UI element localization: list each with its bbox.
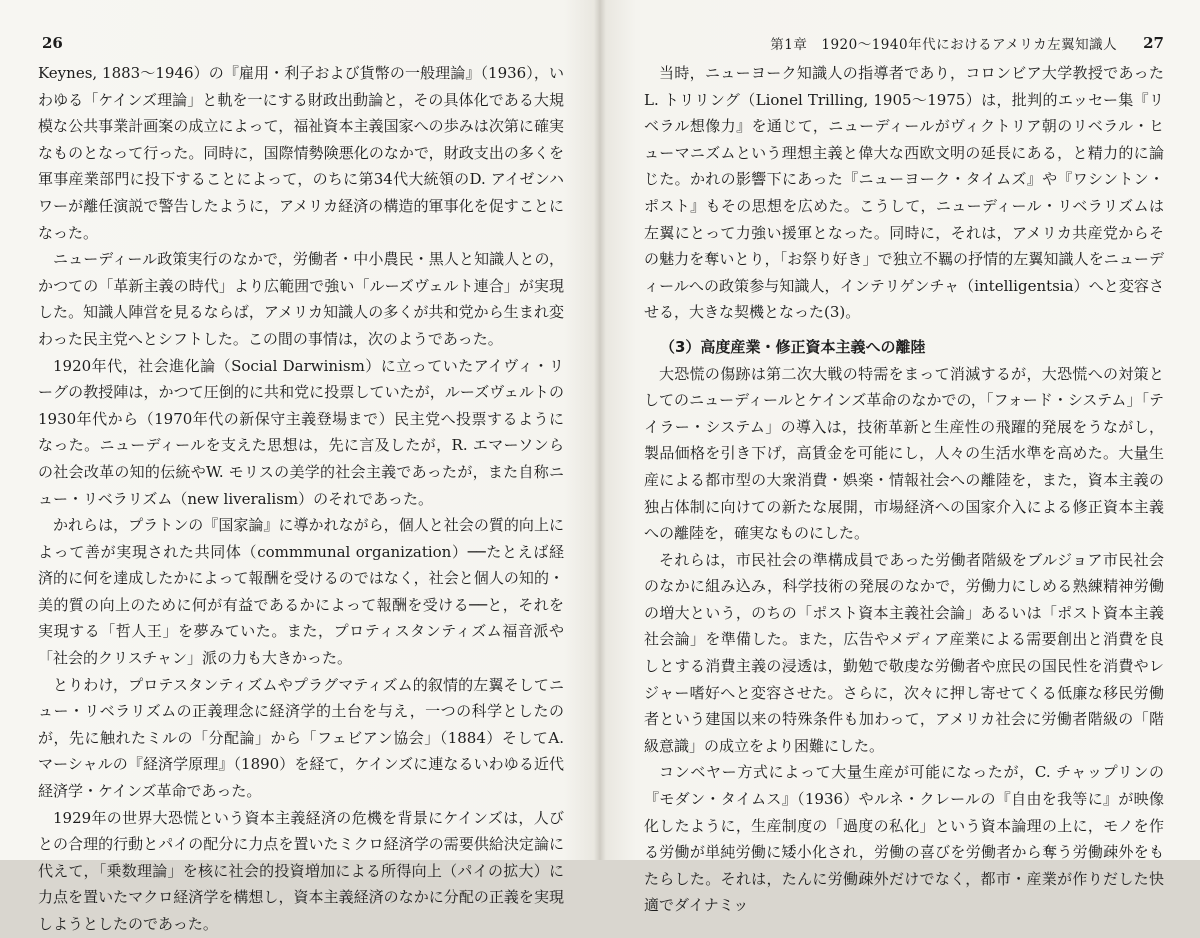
right-page-header [644, 28, 1164, 58]
left-page-body [38, 60, 564, 938]
section-heading: （3）高度産業・修正資本主義への離陸 [660, 337, 926, 356]
running-head: 第1章 1920～1940年代におけるアメリカ左翼知識人 [770, 37, 1118, 53]
paragraph: かれらは，プラトンの『国家論』に導かれながら，個人と社会の質的向上によって善が実現された共同体（commmunal organization）──たとえば経済的に何を達成したかによって報酬を受けるのではなく，社会と個人の知的・美的質の向上のために何が有益であるかによって報酬を受ける──と，それを実現する「哲人王」を夢みていた。また，プロティスタンティズム福音派や「社会的クリスチャン」派の力も大きかった。 [38, 516, 564, 668]
right-page [600, 0, 1200, 915]
paragraph: ニューディール政策実行のなかで，労働者・中小農民・黒人と知識人との，かつての「革新主義の時代」より広範囲で強い「ルーズヴェルト連合」が実現した。知識人陣営を見るならば，アメリカ知識人の多くが共和党から生まれ変わった民主党へとシフトした。この間の事情は，次のようであった。 [38, 250, 564, 348]
paragraph: とりわけ，プロテスタンティズムやプラグマティズム的叙情的左翼そしてニュー・リベラリズムの正義理念に経済学的土台を与え，一つの科学としたのが，先に触れたミルの「分配論」から「フェビアン協会」（1884）そしてA. マーシャルの『経済学原理』（1890）を経て，ケインズに連なるいわゆる近代経済学・ケインズ革命であった。 [38, 675, 564, 801]
paragraph: それらは，市民社会の準構成員であった労働者階級をブルジョア市民社会のなかに組み込み，科学技術の発展のなかで，労働力にしめる熟練精神労働の増大という，のちの「ポスト資本主義社会論」あるいは「ポスト資本主義社会論」を準備した。また，広告やメディア産業による需要創出と消費を良しとする消費主義の浸透は，勤勉で敬虔な労働者や庶民の国民性を消費やレジャー嗜好へと変容させた。さらに，次々に押し寄せてくる低廉な移民労働者という建国以来の特殊条件も加わって，アメリカ社会に労働者階級の「階級意識」の成立をより困難にした。 [644, 550, 1164, 755]
paragraph: Keynes, 1883～1946）の『雇用・利子および貨幣の一般理論』（1936），いわゆる「ケインズ理論」と軌を一にする財政出動論と，その具体化である大規模な公共事業計画案の成立によって，福祉資本主義国家への歩みは次第に確実なものとなって行った。同時に，国際情勢険悪化のなかで，財政支出の多くを軍事産業部門に投下することによって，のちに第34代大統領のD. アイゼンハワーが離任演説で警告したように，アメリカ経済の構造的軍事化を促すことになった。 [38, 64, 564, 242]
paragraph: 1929年の世界大恐慌という資本主義経済の危機を背景にケインズは，人びとの合理的行動とパイの配分に力点を置いたミクロ経済学の需要供給決定論に代えて，「乗数理論」を核に社会的投資増加による所得向上（パイの拡大）に力点を置いたマクロ経済学を構想し，資本主義経済のなかに分配の正義を実現しようとしたのであった。 [38, 808, 564, 933]
paragraph: 1920年代，社会進化論（Social Darwinism）に立っていたアイヴィ・リーグの教授陣は，かつて圧倒的に共和党に投票していたが，ルーズヴェルトの1930年代から（1970年代の新保守主義登場まで）民主党へ投票するようになった。ニューディールを支えた思想は，先に言及したが，R. エマーソンらの社会改革の知的伝統やW. モリスの美学的社会主義であったが，また自称ニュー・リベラリズム（new liveralism）のそれであった。 [38, 356, 564, 508]
paragraph: 当時，ニューヨーク知識人の指導者であり，コロンビア大学教授であったL. トリリング（Lionel Trilling, 1905～1975）は，批判的エッセー集『リベラル想像力』を通じて，ニューディールがヴィクトリア朝のリベラル・ヒューマニズムという理想主義と偉大な西欧文明の延長にある，と精力的に論じた。かれの影響下にあった『ニューヨーク・タイムズ』や『ワシントン・ポスト』もその思想を広めた。こうして，ニューディール・リベラリズムは左翼にとって力強い援軍となった。同時に，それは，アメリカ共産党からその魅力を奪いとり，「お祭り好き」で独立不羈の抒情的左翼知識人をニューディールへの政策参与知識人，インテリゲンチャ（intelligentsia）へと変容させる，大きな契機となった(3)。 [644, 64, 1164, 322]
page-number: 27 [1143, 34, 1164, 52]
page-number: 26 [42, 34, 63, 52]
paragraph: 大恐慌の傷跡は第二次大戦の特需をまって消滅するが，大恐慌への対策としてのニューディールとケインズ革命のなかでの，「フォード・システム」「テイラー・システム」の導入は，技術革新と生産性の飛躍的発展をうながし，製品価格を引き下げ，高賃金を可能にし，人々の生活水準を高めた。大量生産による都市型の大衆消費・娯楽・情報社会への離陸を，また，資本主義の独占体制に向けての新たな展開，市場経済への国家介入による修正資本主義への離陸を，確実なものにした。 [644, 364, 1164, 543]
left-page-header [38, 28, 564, 58]
paragraph: コンベヤー方式によって大量生産が可能になったが，C. チャップリンの『モダン・タイムス』（1936）やルネ・クレールの『自由を我等に』が映像化したように，生産制度の「過度の私化」という資本論理の上に，モノを作る労働が単純労働に矮小化され，労働の喜びを労働者から奪う労働疎外をもたらした。それは，たんに労働疎外だけでなく，都市・産業が作りだした快適でダイナミッ [644, 763, 1164, 915]
right-page-body [644, 60, 1164, 919]
left-page [0, 0, 600, 933]
